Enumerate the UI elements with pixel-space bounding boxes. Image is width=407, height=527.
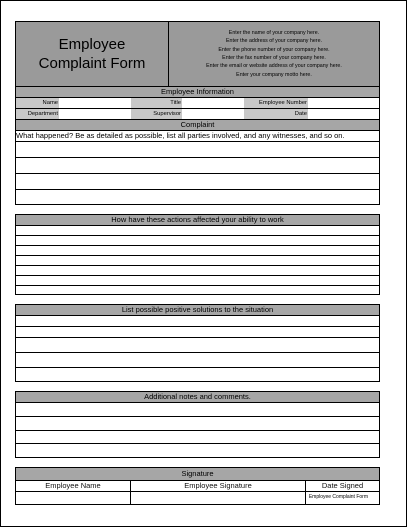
title-label: Title xyxy=(170,100,181,106)
company-fax[interactable]: Enter the fax number of your company here. xyxy=(222,55,326,61)
company-address[interactable]: Enter the address of your company here. xyxy=(226,38,322,45)
effects-heading: How have these actions affected your ability to work xyxy=(15,214,380,226)
notes-heading: Additional notes and comments. xyxy=(15,391,380,403)
company-name[interactable]: Enter the name of your company here. xyxy=(228,29,320,36)
section-gap xyxy=(15,382,380,391)
effects-line[interactable] xyxy=(16,276,379,286)
section-gap xyxy=(15,295,380,304)
employee-info-row-2 xyxy=(15,109,380,120)
department-label: Department xyxy=(27,111,58,117)
name-field[interactable] xyxy=(59,98,131,108)
title-field[interactable] xyxy=(182,98,244,108)
employee-name-label: Employee Name xyxy=(16,481,131,491)
complaint-line[interactable] xyxy=(16,190,379,205)
company-phone[interactable]: Enter the phone number of your company here. xyxy=(218,46,330,53)
solutions-line[interactable] xyxy=(16,338,379,353)
effects-line[interactable] xyxy=(16,226,379,236)
employee-number-label: Employee Number xyxy=(258,100,307,106)
solutions-heading: List possible positive solutions to the situation xyxy=(15,304,380,316)
complaint-heading: Complaint xyxy=(15,120,380,131)
complaint-form xyxy=(15,21,380,505)
notes-lines[interactable] xyxy=(15,403,380,458)
effects-line[interactable] xyxy=(16,286,379,295)
form-title-line2: Complaint Form xyxy=(38,55,146,72)
notes-line[interactable] xyxy=(16,444,379,458)
company-info-block[interactable] xyxy=(169,22,379,86)
employee-info-heading: Employee Information xyxy=(15,87,380,98)
notes-line[interactable] xyxy=(16,431,379,444)
complaint-lines[interactable] xyxy=(15,142,380,205)
date-signed-label: Date Signed xyxy=(321,481,364,490)
effects-line[interactable] xyxy=(16,266,379,276)
complaint-prompt: What happened? Be as detailed as possible, list all parties involved, and any witnesses, and so on. xyxy=(15,131,380,142)
form-title-line1: Employee xyxy=(58,36,126,53)
employee-name-field[interactable] xyxy=(16,492,131,504)
form-header xyxy=(15,21,380,87)
signature-column-labels xyxy=(15,481,380,492)
employee-number-field[interactable] xyxy=(308,98,379,108)
employee-signature-label: Employee Signature xyxy=(131,481,306,491)
notes-line[interactable] xyxy=(16,403,379,417)
supervisor-label: Supervisor xyxy=(153,111,181,117)
solutions-line[interactable] xyxy=(16,353,379,368)
solutions-line[interactable] xyxy=(16,316,379,327)
name-label: Name xyxy=(42,100,58,106)
complaint-line[interactable] xyxy=(16,174,379,190)
employee-info-row-1 xyxy=(15,98,380,109)
footer-text: Employee Complaint Form xyxy=(308,494,368,500)
effects-line[interactable] xyxy=(16,246,379,256)
notes-line[interactable] xyxy=(16,417,379,431)
solutions-line[interactable] xyxy=(16,327,379,338)
signature-heading: Signature xyxy=(15,467,380,481)
complaint-line[interactable] xyxy=(16,142,379,158)
effects-line[interactable] xyxy=(16,236,379,246)
form-title xyxy=(16,22,169,86)
section-gap xyxy=(15,458,380,467)
effects-lines[interactable] xyxy=(15,226,380,295)
supervisor-field[interactable] xyxy=(182,109,244,119)
company-motto[interactable]: Enter your company motto here. xyxy=(236,71,312,78)
section-gap xyxy=(15,205,380,214)
employee-signature-field[interactable] xyxy=(131,492,306,504)
solutions-line[interactable] xyxy=(16,368,379,382)
complaint-line[interactable] xyxy=(16,158,379,174)
date-field[interactable] xyxy=(308,109,379,119)
effects-line[interactable] xyxy=(16,256,379,266)
company-email[interactable]: Enter the email or website address of your company here. xyxy=(206,63,342,70)
date-label: Date xyxy=(294,111,307,117)
department-field[interactable] xyxy=(59,109,131,119)
solutions-lines[interactable] xyxy=(15,316,380,382)
